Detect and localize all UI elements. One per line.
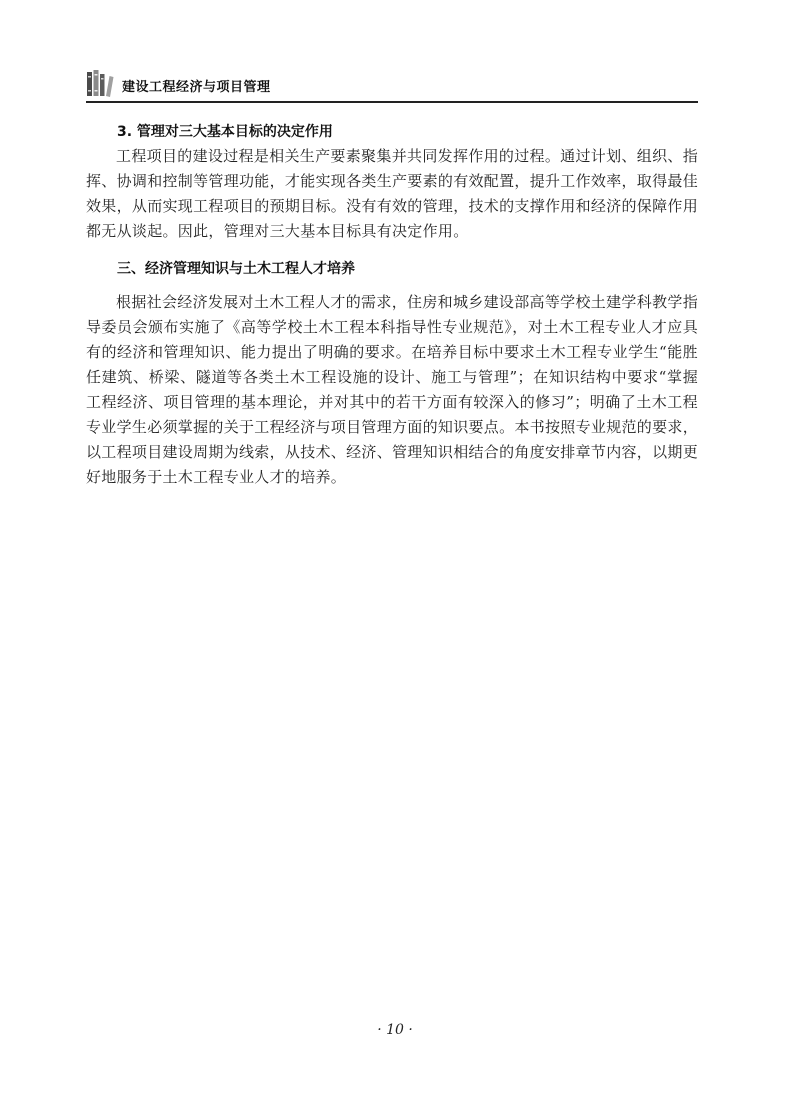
section-heading-talent: 三、经济管理知识与土木工程人才培养: [117, 261, 355, 277]
paragraph-management: 工程项目的建设过程是相关生产要素聚集并共同发挥作用的过程。通过计划、组织、指挥、协调和控制等管理功能，才能实现各类生产要素的有效配置，提升工作效率，取得最佳效果，从而实现工程项目的预期目标。没有有效的管理，技术的支撑作用和经济的保障作用都无从谈起。因此，管理对三大基本目标具有决定作用。: [86, 147, 699, 240]
page-number: · 10 ·: [377, 1022, 413, 1038]
running-header-title: 建设工程经济与项目管理: [122, 80, 271, 95]
header-rule: [86, 101, 698, 103]
paragraph-talent: 根据社会经济发展对土木工程人才的需求，住房和城乡建设部高等学校土建学科教学指导委员会颁布实施了《高等学校土木工程本科指导性专业规范》，对土木工程专业人才应具有的经济和管理知识、能力提出了明确的要求。在培养目标中要求土木工程专业学生“能胜任建筑、桥梁、隧道等各类土木工程设施的设计、施工与管理”；在知识结构中要求“掌握工程经济、项目管理的基本理论，并对其中的若干方面有较深入的修习”；明确了土木工程专业学生必须掌握的关于工程经济与项目管理方面的知识要点。本书按照专业规范的要求，以工程项目建设周期为线索，从技术、经济、管理知识相结合的角度安排章节内容，以期更好地服务于土木工程专业人才的培养。: [86, 293, 699, 486]
books-icon: [86, 68, 114, 98]
section-heading-management: 3. 管理对三大基本目标的决定作用: [117, 124, 333, 140]
running-header: [86, 64, 698, 104]
